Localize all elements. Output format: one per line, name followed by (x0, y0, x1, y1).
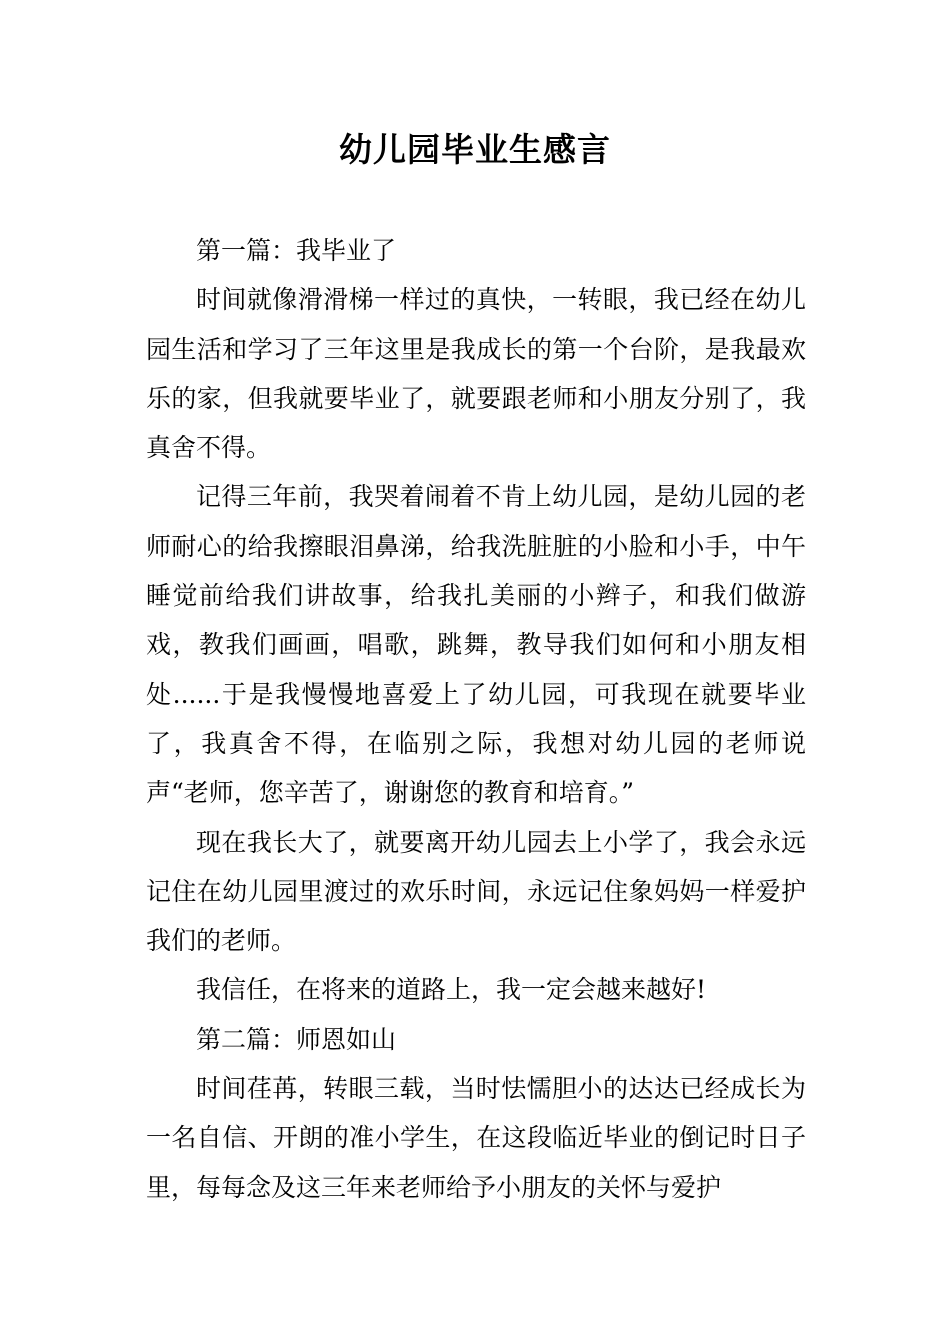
paragraph: 时间就像滑滑梯一样过的真快，一转眼，我已经在幼儿园生活和学习了三年这里是我成长的第一个台阶，是我最欢乐的家，但我就要毕业了，就要跟老师和小朋友分别了，我真舍不得。 (146, 285, 806, 463)
paragraph: 我信任，在将来的道路上，我一定会越来越好! (196, 975, 707, 1005)
paragraph-section-heading-1: 第一篇：我毕业了 (196, 236, 397, 265)
paragraph-section-heading-2: 第二篇：师恩如山 (196, 1024, 397, 1054)
paragraph: 现在我长大了，就要离开幼儿园去上小学了，我会永远记住在幼儿园里渡过的欢乐时间，永远记住象妈妈一样爱护我们的老师。 (146, 827, 806, 956)
document-body (146, 226, 806, 1212)
document-title: 幼儿园毕业生感言 (339, 130, 611, 169)
paragraph: 时间荏苒，转眼三载，当时怯懦胆小的达达已经成长为一名自信、开朗的准小学生，在这段临近毕业的倒记时日子里，每每念及这三年来老师给予小朋友的关怀与爱护 (146, 1074, 806, 1202)
paragraph: 记得三年前，我哭着闹着不肯上幼儿园，是幼儿园的老师耐心的给我擦眼泪鼻涕，给我洗脏脏的小脸和小手，中午睡觉前给我们讲故事，给我扎美丽的小辫子，和我们做游戏，教我们画画，唱歌，跳舞，教导我们如何和小朋友相处......于是我慢慢地喜爱上了幼儿园，可我现在就要毕业了，我真舍不得，在临别之际，我想对幼儿园的老师说声“老师，您辛苦了，谢谢您的教育和培育。” (146, 482, 806, 808)
